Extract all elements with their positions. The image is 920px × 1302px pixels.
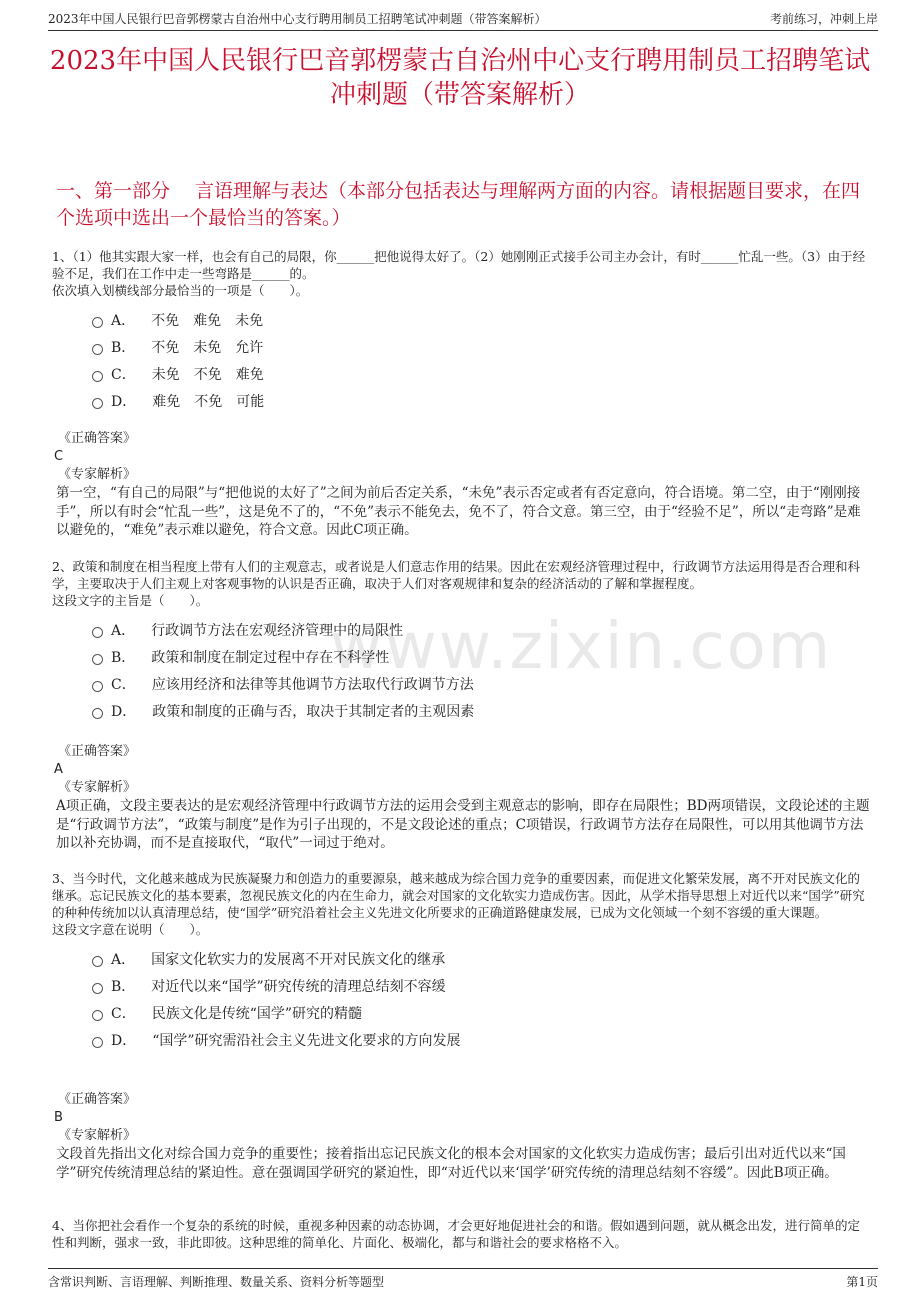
option-text: 政策和制度在制定过程中存在不科学性 [151,649,390,666]
expert-analysis-label: 《专家解析》 [58,1128,137,1143]
radio-circle-icon[interactable] [92,627,103,638]
radio-circle-icon[interactable] [92,1037,103,1048]
option-letter: D． [111,703,137,720]
option-text: 难免 不免 可能 [152,393,265,410]
option-text: “国学”研究需沿社会主义先进文化要求的方向发展 [152,1032,461,1049]
radio-circle-icon[interactable] [92,654,103,665]
radio-circle-icon[interactable] [92,317,103,328]
option-list [52,616,870,724]
option-letter: A． [111,622,136,639]
question-prompt: 依次填入划横线部分最恰当的一项是（ ）。 [52,283,309,298]
correct-answer-label: 《正确答案》 [58,744,137,759]
option-a[interactable] [52,306,870,333]
question-prompt: 这段文字的主旨是（ ）。 [52,593,209,608]
option-d[interactable] [52,697,870,724]
option-text: 应该用经济和法律等其他调节方法取代行政调节方法 [151,676,474,693]
option-text: 不免 未免 允许 [151,339,264,356]
document-title: 2023年中国人民银行巴音郭楞蒙古自治州中心支行聘用制员工招聘笔试冲刺题（带答案解析） [49,46,871,110]
expert-analysis-label: 《专家解析》 [58,467,137,482]
running-header [48,10,878,31]
option-d[interactable] [52,1026,870,1053]
correct-answer: B [54,1110,63,1125]
answer-block-2 [52,743,870,853]
option-c[interactable] [52,999,870,1026]
option-list [52,306,870,414]
correct-answer: C [54,449,64,464]
question-stem: 4、当你把社会看作一个复杂的系统的时候，重视多种因素的动态协调，才会更好地促进社会的和谐。假如遇到问题，就从概念出发，进行简单的定性和判断，强求一致，非此即彼。这种思维的简单化、片面化、极端化，都与和谐社会的要求格格不入。 [52,1218,860,1250]
option-b[interactable] [52,643,870,670]
option-text: 民族文化是传统“国学”研究的精髓 [151,1005,363,1022]
page-number: 第1页 [846,1275,878,1289]
question-prompt: 这段文字意在说明（ ）。 [52,922,209,937]
option-a[interactable] [52,616,870,643]
question-stem: 1、（1）他其实跟大家一样，也会有自己的局限，你______把他说得太好了。（2）她刚刚正式接手公司主办会计，有时______忙乱一些。（3）由于经验不足，我们在工作中走一些弯路是______的。 [52,249,866,281]
section-heading: 一、第一部分 言语理解与表达（本部分包括表达与理解两方面的内容。请根据题目要求，在四个选项中选出一个最恰当的答案。） [56,180,861,229]
option-text: 政策和制度的正确与否，取决于其制定者的主观因素 [152,703,475,720]
question-stem: 3、当今时代，文化越来越成为民族凝聚力和创造力的重要源泉，越来越成为综合国力竞争的重要因素，而促进文化繁荣发展，离不开对民族文化的继承。忘记民族文化的基本要素，忽视民族文化的内在生命力，就会对国家的文化软实力造成伤害。因此，从学术指导思想上对近代以来“国学”研究的种种传统加以认真清理总结，使“国学”研究沿着社会主义先进文化所要求的正确道路健康发展，已成为文化领域一个刻不容缓的重大课题。 [52,871,865,920]
option-letter: D． [111,393,137,410]
radio-circle-icon[interactable] [92,344,103,355]
question-4 [52,1217,870,1251]
correct-answer-label: 《正确答案》 [58,1092,137,1107]
option-letter: B． [111,339,136,356]
option-letter: C． [111,676,136,693]
option-letter: B． [111,649,136,666]
expert-analysis: 文段首先指出文化对综合国力竞争的重要性；接着指出忘记民族文化的根本会对国家的文化软实力造成伤害；最后引出对近代以来“国学”研究传统清理总结的紧迫性。意在强调国学研究的紧迫性，即“对近代以来‘国学’研究传统的清理总结刻不容缓”。因此B项正确。 [56,1146,846,1181]
correct-answer: A [54,762,63,777]
expert-analysis: 第一空，“有自己的局限”与“把他说的太好了”之间为前后否定关系，“未免”表示否定或者有否定意向，符合语境。第二空，由于“刚刚接手”，所以有时会“忙乱一些”，这是免不了的，“不免”表示不能免去，免不了，符合文意。第三空，由于“经验不足”，所以“走弯路”是难以避免的，“难免”表示难以避免，符合文意。因此C项正确。 [56,485,861,538]
option-list [52,945,870,1053]
option-letter: C． [111,1005,136,1022]
footer-note: 含常识判断、言语理解、判断推理、数量关系、资料分析等题型 [48,1275,385,1289]
option-text: 不免 难免 未免 [151,312,264,329]
question-1 [52,248,870,414]
option-letter: D． [111,1032,137,1049]
page-footer [48,1268,878,1290]
option-text: 对近代以来“国学”研究传统的清理总结刻不容缓 [151,978,446,995]
radio-circle-icon[interactable] [92,681,103,692]
radio-circle-icon[interactable] [92,1010,103,1021]
radio-circle-icon[interactable] [92,983,103,994]
option-text: 国家文化软实力的发展离不开对民族文化的继承 [151,951,446,968]
radio-circle-icon[interactable] [92,956,103,967]
option-d[interactable] [52,387,870,414]
option-b[interactable] [52,333,870,360]
option-a[interactable] [52,945,870,972]
radio-circle-icon[interactable] [92,708,103,719]
correct-answer-label: 《正确答案》 [58,431,137,446]
option-letter: C． [111,366,136,383]
option-letter: B． [111,978,136,995]
expert-analysis: A项正确，文段主要表达的是宏观经济管理中行政调节方法的运用会受到主观意志的影响，即存在局限性；BD两项错误，文段论述的主题是“行政调节方法”，“政策与制度”是作为引子出现的，不是文段论述的重点；C项错误，行政调节方法存在局限性，可以用其他调节方法加以补充协调，而不是直接取代，“取代”一词过于绝对。 [56,798,870,851]
answer-block-3 [52,1091,870,1182]
watermark: www.zixin.com [330,610,833,684]
running-header-title: 2023年中国人民银行巴音郭楞蒙古自治州中心支行聘用制员工招聘笔试冲刺题（带答案解析） [48,12,547,26]
expert-analysis-label: 《专家解析》 [58,780,137,795]
option-c[interactable] [52,670,870,697]
running-header-slogan: 考前练习，冲刺上岸 [769,12,878,26]
radio-circle-icon[interactable] [92,371,103,382]
question-2 [52,558,870,724]
option-text: 行政调节方法在宏观经济管理中的局限性 [151,622,404,639]
option-text: 未免 不免 难免 [151,366,264,383]
radio-circle-icon[interactable] [92,398,103,409]
option-b[interactable] [52,972,870,999]
option-letter: A． [111,312,136,329]
option-letter: A． [111,951,136,968]
option-c[interactable] [52,360,870,387]
question-3 [52,870,870,1053]
question-stem: 2、政策和制度在相当程度上带有人们的主观意志，或者说是人们意志作用的结果。因此在宏观经济管理过程中，行政调节方法运用得是否合理和科学，主要取决于人们主观上对客观事物的认识是否正确，取决于人们对客观规律和复杂的经济活动的了解和掌握程度。 [52,559,860,591]
answer-block-1 [52,430,870,540]
